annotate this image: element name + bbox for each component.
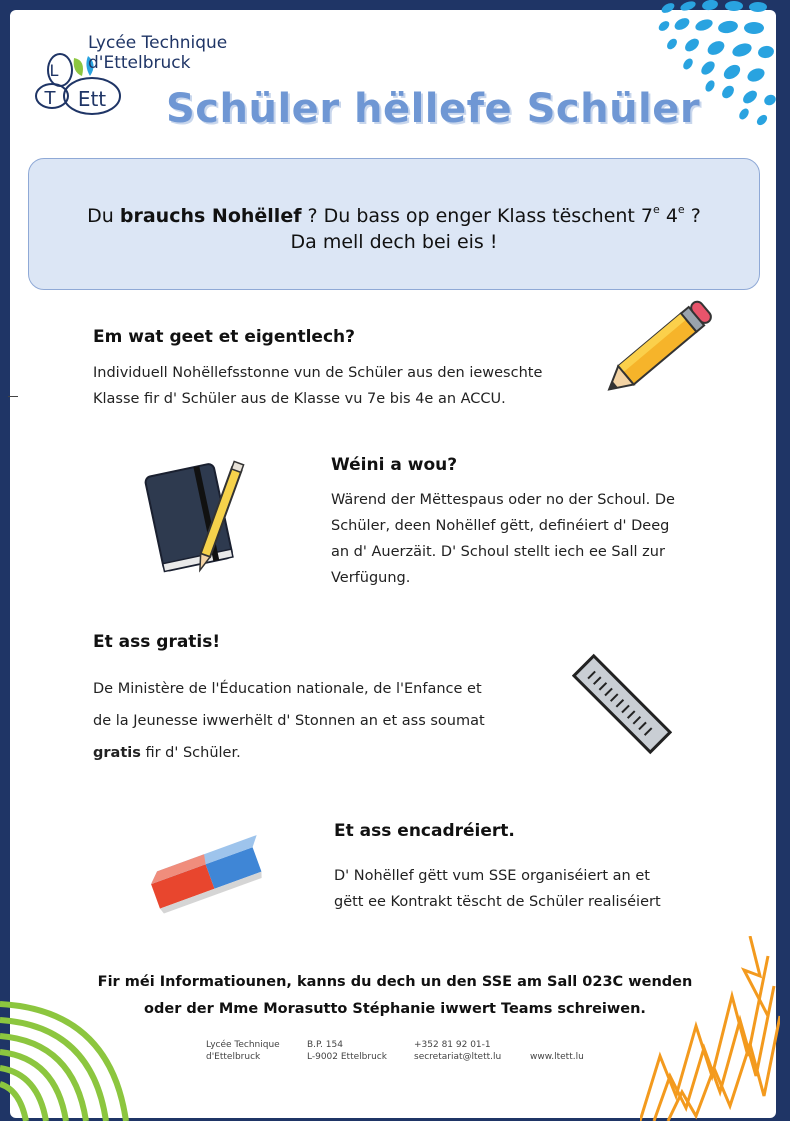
section-text-what-line2: Klasse fir d' Schüler aus de Klasse vu 7e bis 4e an ACCU. [93,391,506,407]
contact-phone: +352 81 92 01-1 [414,1040,491,1050]
contact-email[interactable]: secretariat@ltett.lu [414,1052,502,1062]
banner-line2: Da mell dech bei eis ! [290,231,498,253]
intro-banner [28,158,760,290]
banner-line1 [29,203,759,227]
section-text-supervised-line2: gëtt ee Kontrakt tëscht de Schüler realiséiert [334,894,661,910]
section-text-what-line1: Individuell Nohëllefsstonne vun de Schüler aus den ieweschte [93,365,543,381]
contact-school [206,1039,280,1063]
banner-text: 4 [659,205,678,227]
more-info [0,969,790,1023]
banner-superscript: e [653,203,660,216]
contact-school-line2: d'Ettelbruck [206,1052,261,1062]
free-text: fir d' Schüler. [140,745,241,761]
margin-mark [8,396,18,397]
contact-phone-email [414,1039,501,1063]
eraser-icon [140,826,264,918]
contact-school-line1: Lycée Technique [206,1040,280,1050]
section-text-free-line3 [93,745,241,761]
banner-superscript: e [677,203,685,216]
section-text-free-line2: de la Jeunesse iwwerhëlt d' Stonnen an et ass soumat [93,713,485,729]
school-name-line1: Lycée Technique [88,33,228,53]
section-heading-when: Wéini a wou? [331,455,458,475]
school-name-line2: d'Ettelbruck [88,53,191,73]
section-text-supervised-line1: D' Nohëllef gëtt vum SSE organiséiert an et [334,868,650,884]
ruler-icon [572,652,672,756]
contact-bp: B.P. 154 [307,1040,343,1050]
contact-website[interactable]: www.ltett.lu [530,1052,584,1062]
banner-bold-text: brauchs Nohëllef [119,205,302,227]
section-text-when-line4: Verfügung. [331,570,411,586]
svg-text:T: T [44,88,56,109]
contact-city: L-9002 Ettelbruck [307,1052,387,1062]
svg-text:Ett: Ett [77,87,107,111]
page-title: Schüler hëllefe Schüler [166,86,701,132]
more-info-line2: oder der Mme Morasutto Stéphanie iwwert Teams schreiwen. [144,1001,646,1017]
section-heading-free: Et ass gratis! [93,632,221,652]
section-text-free-line1: De Ministère de l'Éducation nationale, de l'Enfance et [93,681,482,697]
pencil-icon [606,292,722,400]
banner-text: ? [684,205,701,227]
section-text-when-line2: Schüler, deen Nohëllef gëtt, definéiert d' Deeg [331,518,670,534]
section-heading-supervised: Et ass encadréiert. [334,821,515,841]
contact-address [307,1039,387,1063]
section-text-when-line3: an d' Auerzäit. D' Schoul stellt iech ee Sall zur [331,544,665,560]
banner-text: ? Du bass op enger Klass tëschent 7 [301,205,653,227]
banner-text: Du [87,205,120,227]
more-info-line1: Fir méi Informatiounen, kanns du dech un den SSE am Sall 023C wenden [97,974,693,990]
orange-zigzag-decoration [640,936,780,1121]
free-emphasis: gratis [93,745,141,761]
section-text-when-line1: Wärend der Mëttespaus oder no der Schoul. De [331,492,675,508]
notebook-icon [140,458,250,578]
school-name [88,33,227,73]
svg-text:L: L [49,61,59,80]
section-heading-what: Em wat geet et eigentlech? [93,327,355,347]
